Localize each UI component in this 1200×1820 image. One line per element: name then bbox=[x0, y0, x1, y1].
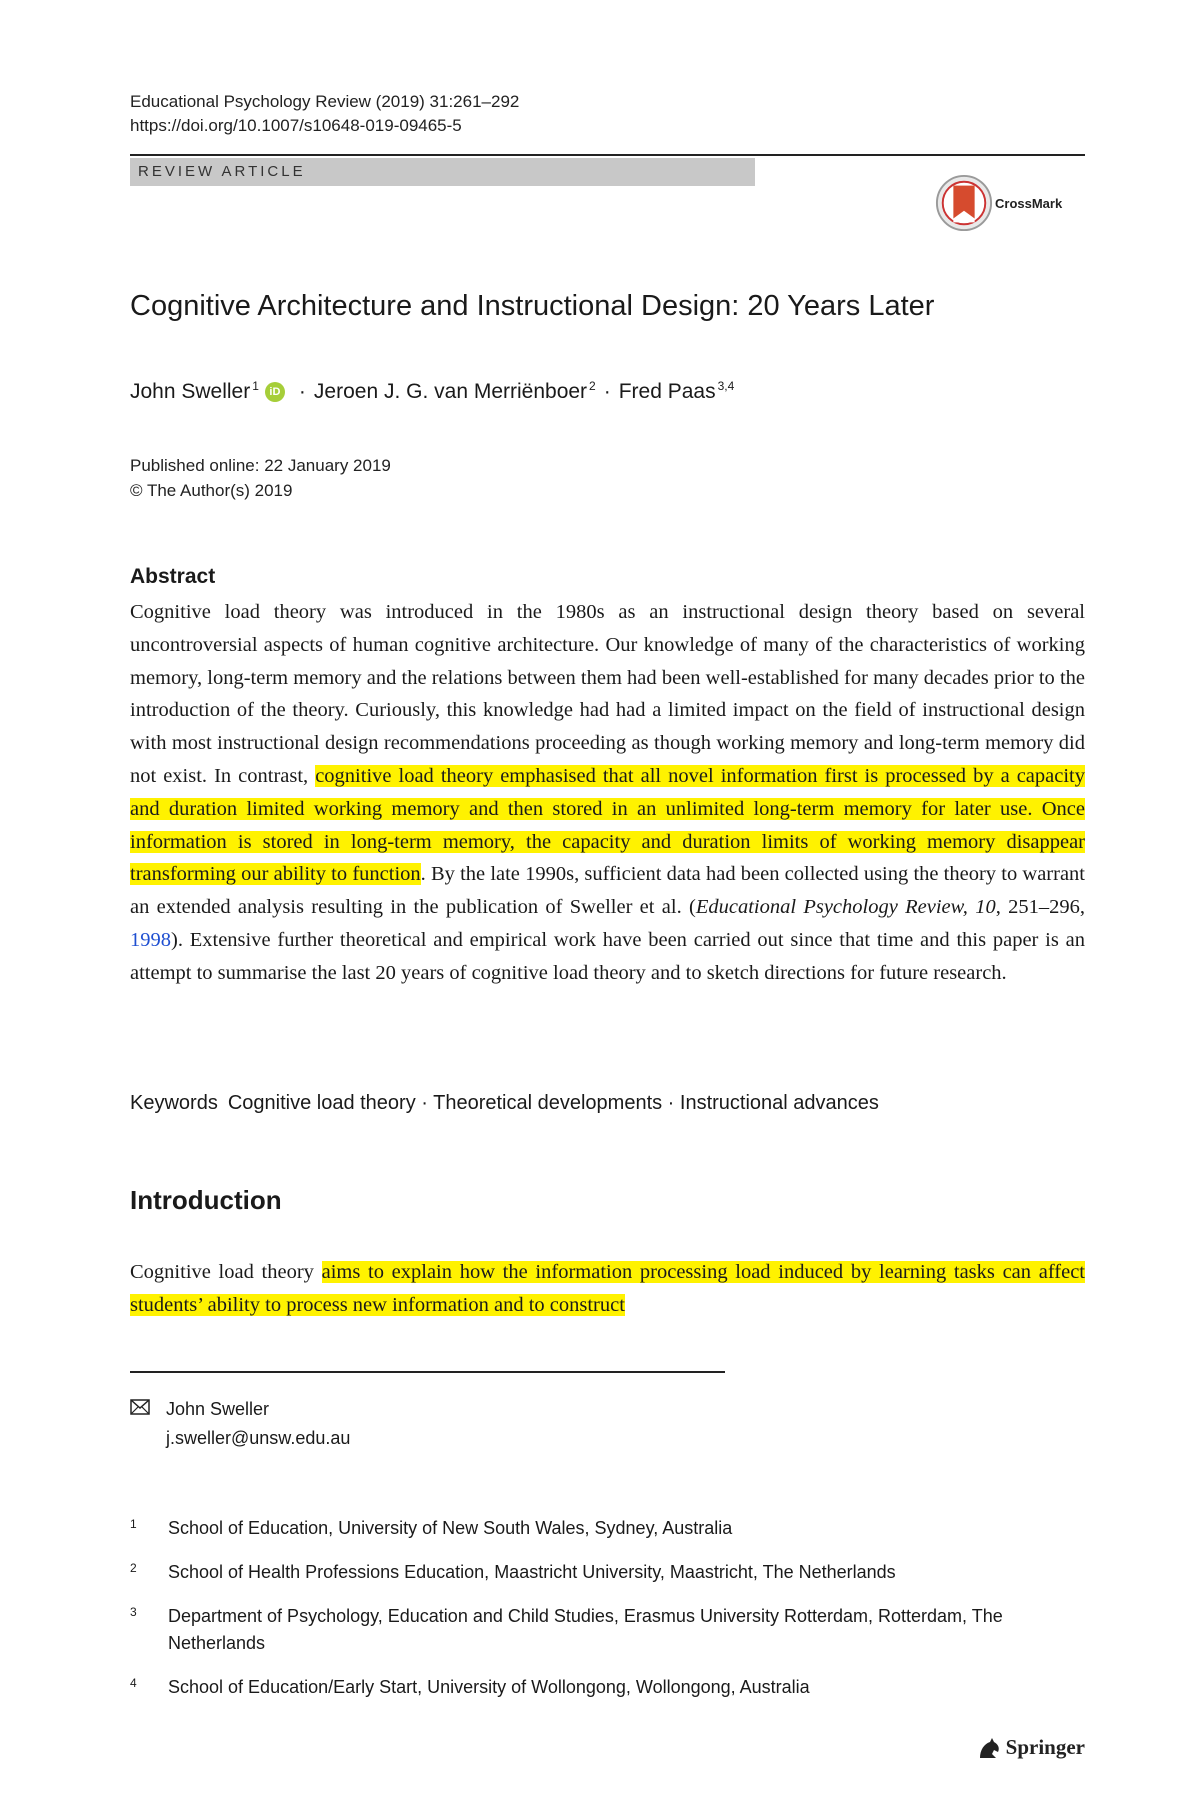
author-name: John Sweller bbox=[130, 380, 251, 403]
affiliation-number: 4 bbox=[130, 1676, 137, 1690]
citation-pages: , 251–296, bbox=[995, 896, 1085, 919]
publisher-name: Springer bbox=[1005, 1735, 1085, 1759]
keywords-line bbox=[130, 1092, 879, 1115]
journal-header bbox=[130, 90, 519, 138]
author-affiliation-ref: 1 bbox=[252, 379, 259, 393]
publication-info bbox=[130, 453, 391, 503]
contact-name: John Sweller bbox=[166, 1399, 270, 1419]
introduction-heading: Introduction bbox=[130, 1185, 282, 1215]
affiliation-number: 2 bbox=[130, 1561, 137, 1575]
header-rule bbox=[130, 154, 1085, 156]
abstract-body bbox=[130, 596, 1085, 990]
keywords-label: Keywords bbox=[130, 1092, 218, 1114]
journal-citation: Educational Psychology Review (2019) 31:261–292 bbox=[130, 92, 520, 111]
paper-title: Cognitive Architecture and Instructional Design: 20 Years Later bbox=[130, 290, 935, 322]
affiliation-item bbox=[130, 1674, 1085, 1701]
affiliation-item bbox=[130, 1603, 1085, 1657]
abstract-text: ). Extensive further theoretical and empirical work have been carried out since that time and this paper is an attempt to summarise the last 20 years of cognitive load theory and to sketch directions for future research. bbox=[130, 928, 1085, 984]
abstract-heading: Abstract bbox=[130, 565, 216, 588]
author-affiliation-ref: 2 bbox=[589, 379, 596, 393]
orcid-icon[interactable]: iD bbox=[265, 382, 285, 402]
article-type-banner: REVIEW ARTICLE bbox=[130, 158, 755, 186]
affiliation-item bbox=[130, 1515, 1085, 1542]
affiliation-text: School of Education, University of New South Wales, Sydney, Australia bbox=[168, 1518, 733, 1538]
contact-email[interactable]: j.sweller@unsw.edu.au bbox=[166, 1428, 351, 1448]
affiliation-text: Department of Psychology, Education and Child Studies, Erasmus University Rotterdam, Rotterdam, The Netherlands bbox=[168, 1606, 1003, 1653]
author-list bbox=[130, 380, 734, 404]
intro-highlight: aims to explain how the information processing load induced by learning tasks can affect students’ ability to process new information and to construct bbox=[130, 1261, 1085, 1316]
copyright-notice: © The Author(s) 2019 bbox=[130, 481, 293, 500]
abstract-highlight: cognitive load theory emphasised that all novel information first is processed by a capacity and duration limited working memory and then stored in an unlimited long-term memory for later use. Once information is stored in long-term memory, the capacity and duration limits of working memory disappear transforming our ability to function bbox=[130, 764, 1085, 886]
affiliation-number: 3 bbox=[130, 1605, 137, 1619]
affiliations bbox=[130, 1515, 1085, 1718]
citation-journal: Educational Psychology Review, 10 bbox=[695, 896, 996, 919]
crossmark-icon bbox=[935, 174, 993, 232]
affiliation-text: School of Health Professions Education, Maastricht University, Maastricht, The Netherlands bbox=[168, 1562, 896, 1582]
introduction-body bbox=[130, 1256, 1085, 1322]
affiliation-item bbox=[130, 1559, 1085, 1586]
envelope-icon bbox=[130, 1395, 166, 1424]
publisher-logo bbox=[976, 1735, 1085, 1760]
crossmark-badge[interactable] bbox=[935, 174, 1062, 232]
author-affiliation-ref: 3,4 bbox=[717, 379, 735, 393]
author-name: Fred Paas bbox=[618, 380, 716, 403]
author-separator: · bbox=[603, 380, 611, 403]
crossmark-label: CrossMark bbox=[995, 195, 1063, 211]
citation-year-link[interactable]: 1998 bbox=[130, 928, 171, 951]
abstract-text: . By the late 1990s, sufficient data had been collected using the theory to warrant an extended analysis resulting in the publication of Sweller et al. ( bbox=[130, 863, 1085, 919]
intro-text: Cognitive load theory bbox=[130, 1261, 322, 1283]
affiliation-text: School of Education/Early Start, University of Wollongong, Wollongong, Australia bbox=[168, 1677, 810, 1697]
springer-horse-icon bbox=[976, 1736, 1002, 1760]
affiliation-number: 1 bbox=[130, 1517, 137, 1531]
doi-link[interactable]: https://doi.org/10.1007/s10648-019-09465-5 bbox=[130, 116, 462, 135]
corresponding-author bbox=[130, 1395, 350, 1453]
keywords-list: Cognitive load theory · Theoretical developments · Instructional advances bbox=[227, 1092, 879, 1114]
author-separator: · bbox=[298, 380, 306, 403]
footnote-rule bbox=[130, 1371, 725, 1373]
abstract-text: Cognitive load theory was introduced in the 1980s as an instructional design theory based on several uncontroversial aspects of human cognitive architecture. Our knowledge of many of the characteristics of working memory, long-term memory and the relations between them had been well-established for many decades prior to the introduction of the theory. Curiously, this knowledge had had a limited impact on the field of instructional design with most instructional design recommendations proceeding as though working memory and long-term memory did not exist. In contrast, bbox=[130, 601, 1085, 787]
author-name: Jeroen J. G. van Merriënboer bbox=[313, 380, 588, 403]
published-date: Published online: 22 January 2019 bbox=[130, 456, 391, 475]
